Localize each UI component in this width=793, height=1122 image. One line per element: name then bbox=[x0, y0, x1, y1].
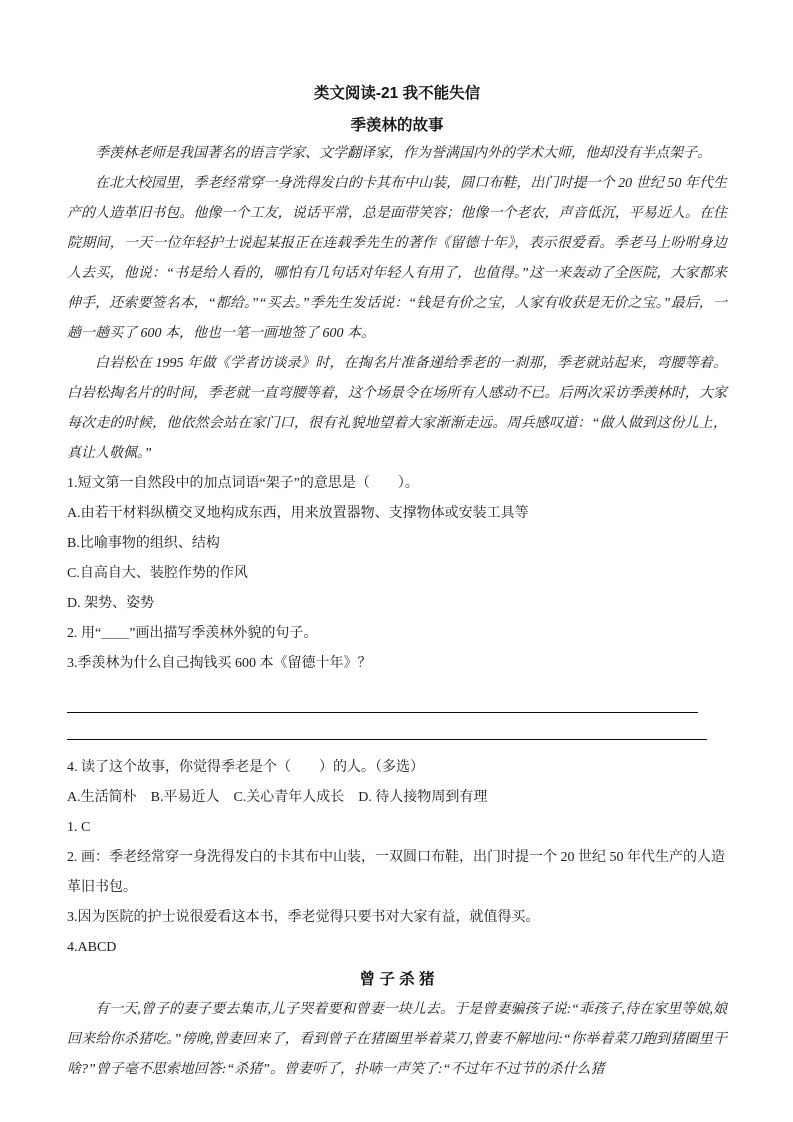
question-1: 1.短文第一自然段中的加点词语“架子”的意思是（ ）。 bbox=[67, 476, 419, 491]
story1-paragraph-1: 季羡林老师是我国著名的语言学家、文学翻译家，作为誉满国内外的学术大师，他却没有半点架子。 bbox=[95, 146, 711, 161]
question-1-option-c: C.自高自大、装腔作势的作风 bbox=[67, 566, 248, 581]
question-2: 2. 用“＿＿”画出描写季羡林外貌的句子。 bbox=[67, 626, 318, 641]
story2-paragraph-1: 有一天,曾子的妻子要去集市,儿子哭着要和曾妻一块儿去。于是曾妻骗孩子说:“乖孩子,待在家里等娘,娘回来给你杀猪吃。”傍晚,曾妻回来了，看到曾子在猪圈里举着菜刀,曾妻不解地问:“你举着菜刀跑到猪圈里干啥?”曾子毫不思索地回答:“杀猪”。曾妻听了，扑哧一声笑了:“不过年不过节的杀什么猪 bbox=[67, 1002, 727, 1077]
question-1-option-d: D. 架势、姿势 bbox=[67, 596, 155, 611]
story2-title: 曾 子 杀 猪 bbox=[359, 971, 435, 988]
story1-paragraph-2: 在北大校园里，季老经常穿一身洗得发白的卡其布中山装，圆口布鞋，出门时提一个 20 世纪 50 年代生产的人造革旧书包。他像一个工友，说话平常，总是面带笑容；他像一个老农，声音低沉，平易近人。在住院期间，一天一位年轻护士说起某报正在连载季先生的著作《留德十年》，表示很爱看。季老马上吩咐身边人去买，他说：“书是给人看的，哪怕有几句话对年轻人有用了，也值得。”这一来轰动了全医院，大家都来伸手，还索要签名本，“都给。”“买去。”季先生发话说：“钱是有价之宝，人家有收获是无价之宝。”最后，一趟一趟买了 600 本，他也一笔一画地签了 600 本。 bbox=[67, 176, 727, 341]
answer-1: 1. C bbox=[67, 820, 91, 835]
story1-title: 季羡林的故事 bbox=[350, 117, 444, 134]
question-4: 4. 读了这个故事，你觉得季老是个（ ）的人。（多选） bbox=[67, 760, 424, 775]
answer-blank-line-2 bbox=[67, 713, 707, 740]
question-3: 3.季羡林为什么自己掏钱买 600 本《留德十年》？ bbox=[67, 656, 372, 671]
answer-blank-line-1 bbox=[67, 692, 698, 713]
story1-paragraph-3: 白岩松在 1995 年做《学者访谈录》时，在掏名片准备递给季老的一刹那，季老就站起来，弯腰等着。白岩松掏名片的时间，季老就一直弯腰等着，这个场景令在场所有人感动不已。后两次采访季羡林时，大家每次走的时候，他依然会站在家门口，很有礼貌地望着大家渐渐走远。周兵感叹道：“做人做到这份儿上，真让人敬佩。” bbox=[67, 356, 727, 461]
question-1-option-a: A.由若干材料纵横交叉地构成东西，用来放置器物、支撑物体或安装工具等 bbox=[67, 506, 529, 521]
answer-4: 4.ABCD bbox=[67, 940, 117, 955]
question-1-option-b: B.比喻事物的组织、结构 bbox=[67, 536, 220, 551]
answer-2: 2. 画：季老经常穿一身洗得发白的卡其布中山装，一双圆口布鞋，出门时提一个 20 世纪 50 年代生产的人造革旧书包。 bbox=[67, 850, 725, 895]
answer-3: 3.因为医院的护士说很爱看这本书，季老觉得只要书对大家有益，就值得买。 bbox=[67, 910, 540, 925]
question-4-options: A.生活简朴 B.平易近人 C.关心青年人成长 D. 待人接物周到有理 bbox=[67, 790, 488, 805]
document-title: 类文阅读-21 我不能失信 bbox=[313, 85, 481, 102]
